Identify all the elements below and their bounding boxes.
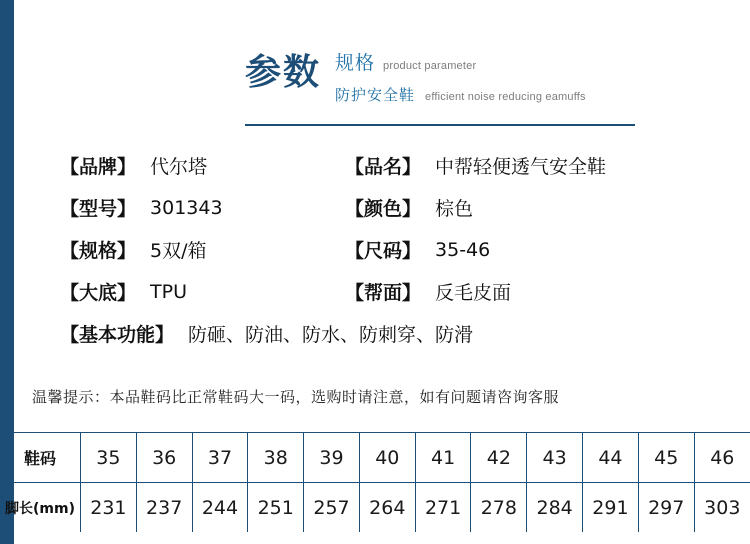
foot-length-cell: 244 <box>192 483 248 533</box>
foot-length-cell: 264 <box>359 483 415 533</box>
size-cell: 41 <box>415 433 471 483</box>
foot-length-cell: 231 <box>81 483 137 533</box>
spec-key: 【帮面】 <box>345 282 422 304</box>
subtitle-cn-1: 规格 <box>335 52 376 74</box>
spec-item-color <box>345 194 473 221</box>
foot-length-cell: 278 <box>471 483 527 533</box>
spec-row <box>0 152 750 194</box>
spec-key: 【型号】 <box>60 198 137 220</box>
spec-value: 反毛皮面 <box>435 282 512 304</box>
spec-key: 【规格】 <box>60 240 137 262</box>
spec-value: 301343 <box>150 196 223 219</box>
foot-length-cell: 251 <box>248 483 304 533</box>
spec-key: 【尺码】 <box>345 240 422 262</box>
spec-value: 防砸、防油、防水、防刺穿、防滑 <box>188 324 474 346</box>
spec-key: 【基本功能】 <box>60 324 175 346</box>
spec-row <box>0 194 750 236</box>
foot-length-cell: 237 <box>136 483 192 533</box>
subtitle-en-2: efficient noise reducing eamuffs <box>425 91 586 103</box>
spec-item-product-name <box>345 152 606 179</box>
foot-length-cell: 291 <box>583 483 639 533</box>
size-cell: 45 <box>638 433 694 483</box>
spec-value: 中帮轻便透气安全鞋 <box>435 156 607 178</box>
size-cell: 40 <box>359 433 415 483</box>
spec-item-size-range <box>345 236 490 263</box>
row-header-shoe-size: 鞋码 <box>0 433 81 483</box>
spec-item-basic-functions <box>60 320 473 347</box>
size-cell: 37 <box>192 433 248 483</box>
spec-row <box>0 278 750 320</box>
size-cell: 38 <box>248 433 304 483</box>
foot-length-cell: 271 <box>415 483 471 533</box>
spec-row <box>0 236 750 278</box>
spec-item-outsole <box>60 278 187 305</box>
table-row <box>0 483 750 533</box>
header-divider <box>245 124 635 126</box>
row-header-foot-length: 脚长(mm) <box>0 483 81 533</box>
spec-value: 代尔塔 <box>150 156 208 178</box>
size-cell: 46 <box>694 433 750 483</box>
spec-value: 35-46 <box>435 238 491 261</box>
size-cell: 39 <box>304 433 360 483</box>
subtitle-row-1 <box>335 48 586 75</box>
spec-key: 【颜色】 <box>345 198 422 220</box>
subtitle-row-2 <box>335 84 586 105</box>
subtitle-en-1: product parameter <box>383 60 477 72</box>
size-cell: 42 <box>471 433 527 483</box>
size-cell: 43 <box>527 433 583 483</box>
spec-value: TPU <box>150 280 187 303</box>
spec-item-brand <box>60 152 207 179</box>
table-row <box>0 433 750 483</box>
spec-item-upper <box>345 278 511 305</box>
spec-list <box>0 152 750 362</box>
header-block <box>0 40 750 130</box>
size-cell: 36 <box>136 433 192 483</box>
foot-length-cell: 303 <box>694 483 750 533</box>
size-cell: 44 <box>583 433 639 483</box>
spec-key: 【大底】 <box>60 282 137 304</box>
spec-row <box>0 320 750 362</box>
header-titles <box>245 46 586 105</box>
spec-item-model <box>60 194 223 221</box>
spec-value: 5双/箱 <box>150 240 207 262</box>
warm-tip-text: 温馨提示：本品鞋码比正常鞋码大一码，选购时请注意，如有问题请咨询客服 <box>32 388 560 406</box>
spec-item-packaging <box>60 236 207 263</box>
foot-length-cell: 297 <box>638 483 694 533</box>
spec-value: 棕色 <box>435 198 474 220</box>
foot-length-cell: 284 <box>527 483 583 533</box>
size-cell: 35 <box>81 433 137 483</box>
spec-key: 【品牌】 <box>60 156 137 178</box>
foot-length-cell: 257 <box>304 483 360 533</box>
subtitle-cn-2: 防护安全鞋 <box>335 86 416 104</box>
subtitle-stack <box>335 46 586 105</box>
spec-key: 【品名】 <box>345 156 422 178</box>
page-title: 参数 <box>245 52 322 93</box>
size-chart-table <box>0 432 750 532</box>
